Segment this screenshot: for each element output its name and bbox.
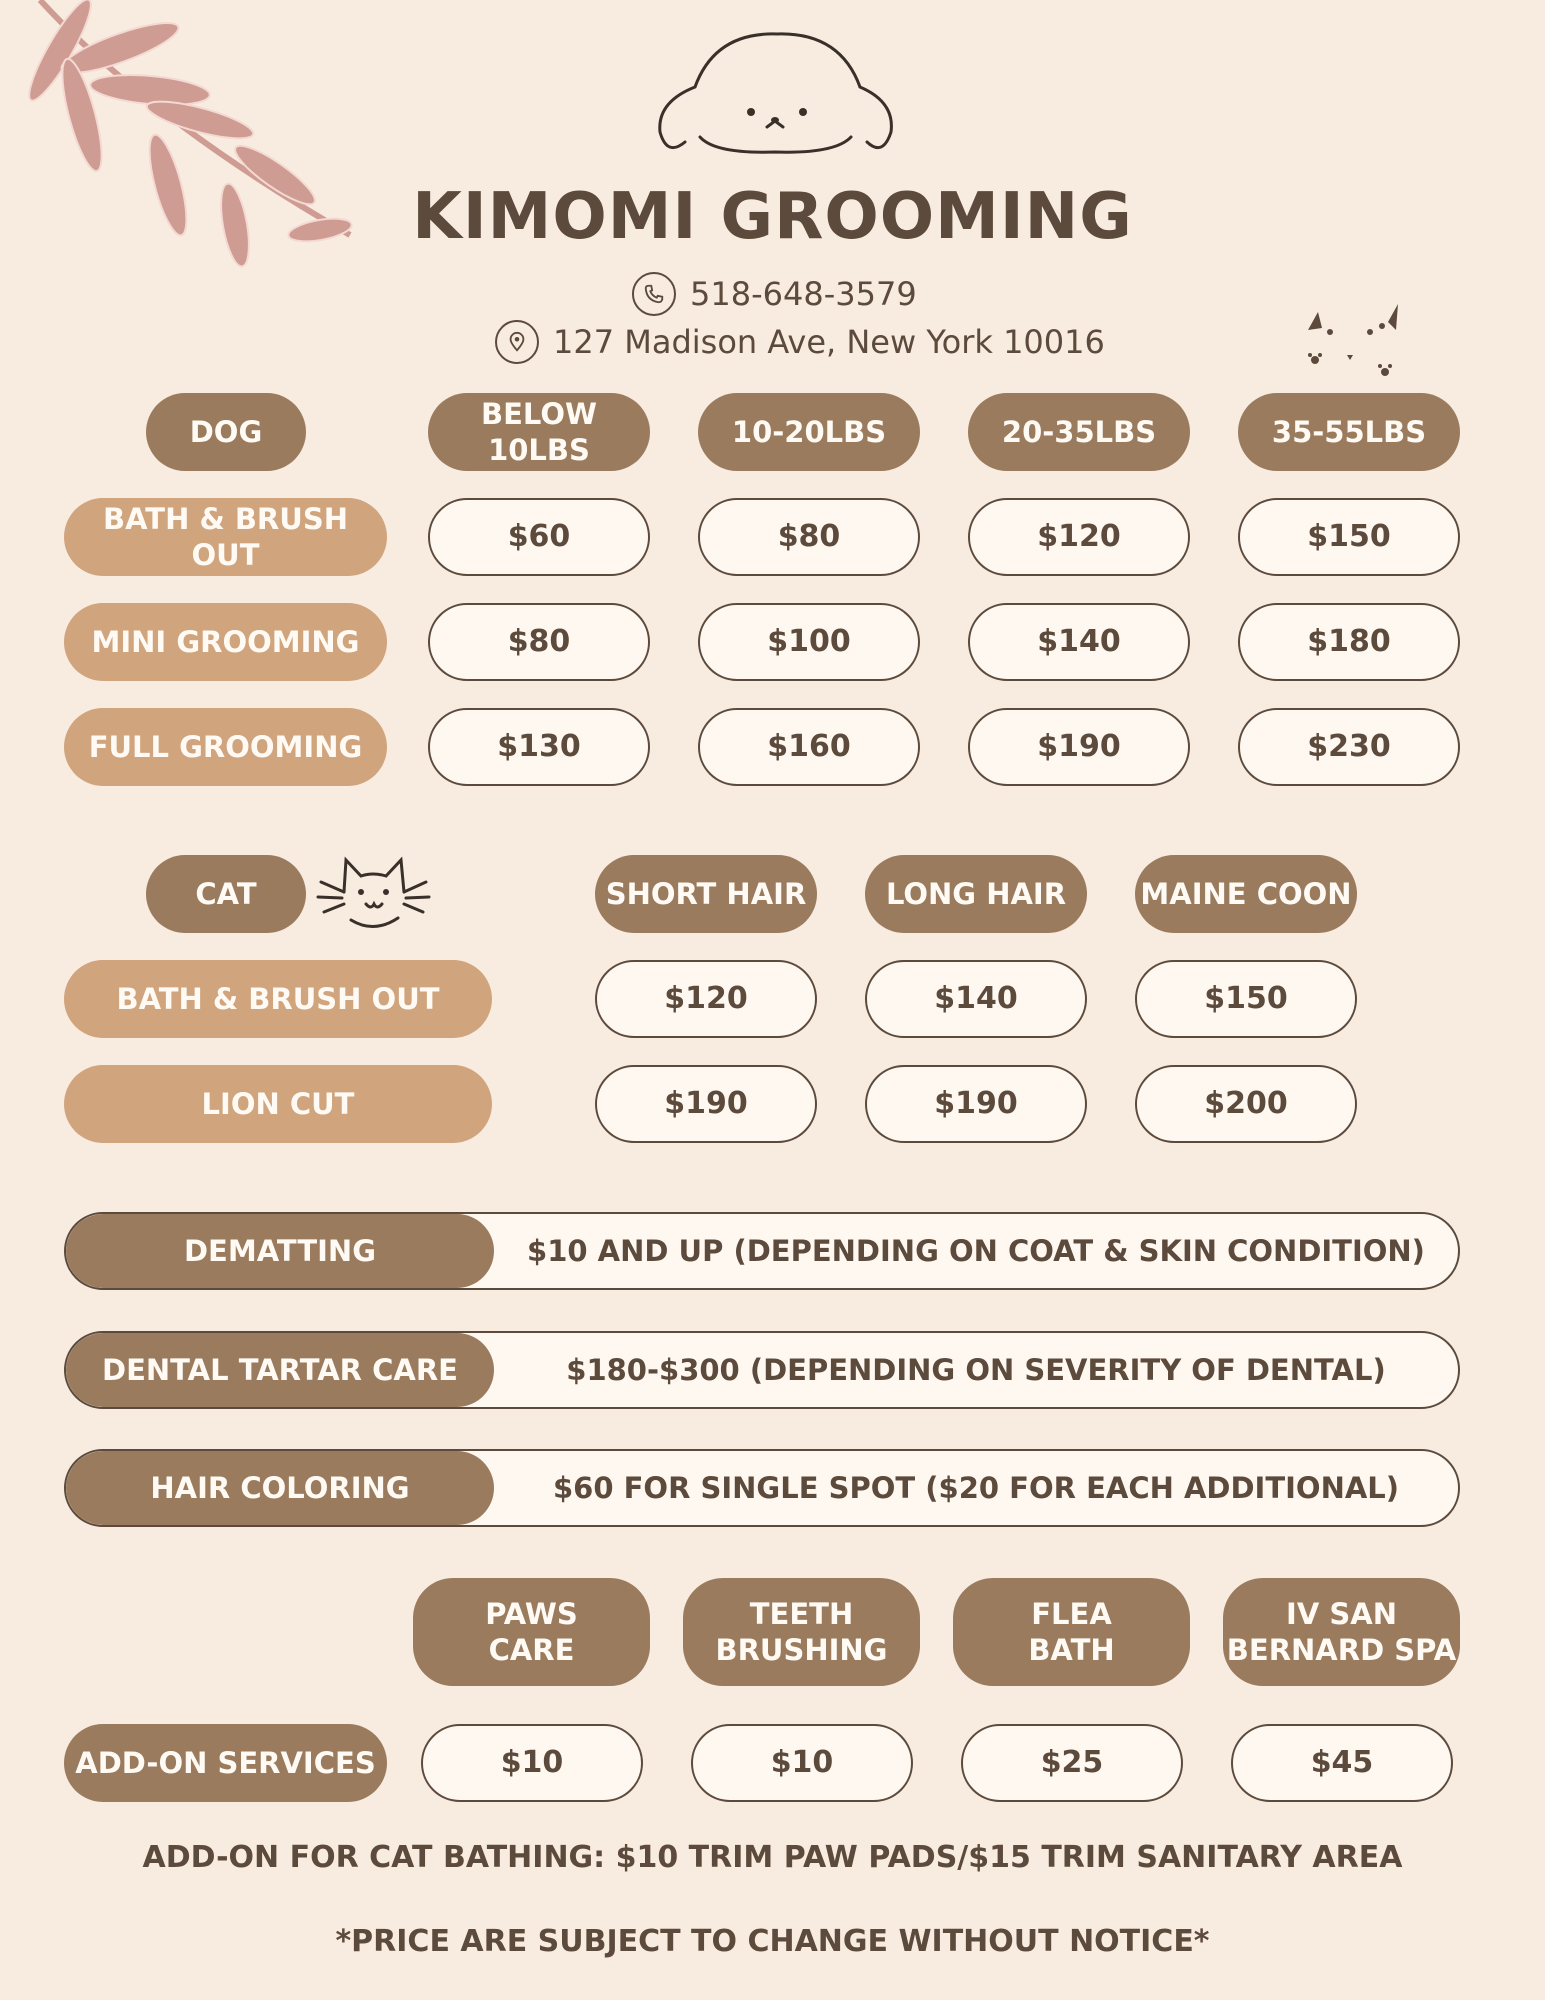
phone-number: 518-648-3579 — [690, 275, 917, 313]
dog-price-cell: $190 — [968, 708, 1190, 786]
phone-icon — [632, 272, 676, 316]
extra-service-price: $60 FOR SINGLE SPOT ($20 FOR EACH ADDITIONAL) — [552, 1471, 1400, 1505]
business-name: KIMOMI GROOMING — [412, 180, 1133, 254]
dog-section-label: DOG — [146, 393, 306, 471]
cat-service-lion-cut: LION CUT — [64, 1065, 492, 1143]
addon-col-line2: BATH — [1028, 1633, 1115, 1667]
dog-weight-col-4: 35-55LBS — [1238, 393, 1460, 471]
dog-price-cell: $100 — [698, 603, 920, 681]
addon-price-cell: $25 — [961, 1724, 1183, 1802]
cat-hair-col-1: SHORT HAIR — [595, 855, 817, 933]
addon-col-line1: TEETH — [749, 1596, 854, 1631]
addon-col-line2: BRUSHING — [715, 1633, 888, 1667]
pet-faces-icon — [1300, 300, 1405, 385]
addon-price-cell: $10 — [691, 1724, 913, 1802]
extra-service-row-dental — [64, 1331, 1460, 1409]
dog-price-cell: $80 — [698, 498, 920, 576]
addon-col-paws-care — [413, 1578, 650, 1686]
dog-face-icon — [655, 32, 895, 157]
addon-price-cell: $45 — [1231, 1724, 1453, 1802]
location-pin-icon — [495, 320, 539, 364]
addon-col-line2: BERNARD SPA — [1226, 1633, 1457, 1667]
dog-price-cell: $120 — [968, 498, 1190, 576]
cat-hair-col-3: MAINE COON — [1135, 855, 1357, 933]
addon-services-label: ADD-ON SERVICES — [64, 1724, 387, 1802]
addon-col-line1: FLEA — [1031, 1596, 1112, 1631]
extra-service-label: HAIR COLORING — [66, 1451, 494, 1525]
phone-contact — [632, 272, 917, 316]
extra-service-label: DEMATTING — [66, 1214, 494, 1288]
cat-price-cell: $140 — [865, 960, 1087, 1038]
dog-price-cell: $80 — [428, 603, 650, 681]
addon-col-san-bernard-spa — [1223, 1578, 1460, 1686]
dog-price-cell: $150 — [1238, 498, 1460, 576]
dog-price-cell: $230 — [1238, 708, 1460, 786]
cat-price-cell: $190 — [595, 1065, 817, 1143]
dog-price-cell: $60 — [428, 498, 650, 576]
dog-price-cell: $180 — [1238, 603, 1460, 681]
dog-weight-col-1: BELOW 10LBS — [428, 393, 650, 471]
address: 127 Madison Ave, New York 10016 — [553, 323, 1105, 361]
cat-price-cell: $150 — [1135, 960, 1357, 1038]
cat-hair-col-2: LONG HAIR — [865, 855, 1087, 933]
dog-price-cell: $140 — [968, 603, 1190, 681]
addon-col-teeth-brushing — [683, 1578, 920, 1686]
extra-service-price: $180-$300 (DEPENDING ON SEVERITY OF DENTAL) — [566, 1353, 1386, 1387]
cat-service-bath-brush: BATH & BRUSH OUT — [64, 960, 492, 1038]
dog-price-cell: $160 — [698, 708, 920, 786]
dog-weight-col-3: 20-35LBS — [968, 393, 1190, 471]
extra-service-row-dematting — [64, 1212, 1460, 1290]
cat-addon-note: ADD-ON FOR CAT BATHING: $10 TRIM PAW PADS/$15 TRIM SANITARY AREA — [142, 1840, 1403, 1875]
extra-service-row-hair-coloring — [64, 1449, 1460, 1527]
addon-col-line2: CARE — [488, 1633, 575, 1667]
cat-price-cell: $120 — [595, 960, 817, 1038]
extra-service-label: DENTAL TARTAR CARE — [66, 1333, 494, 1407]
dog-service-full-grooming: FULL GROOMING — [64, 708, 387, 786]
extra-service-price: $10 AND UP (DEPENDING ON COAT & SKIN CONDITION) — [527, 1234, 1425, 1268]
addon-price-cell: $10 — [421, 1724, 643, 1802]
cat-face-icon — [316, 852, 431, 937]
addon-col-line1: IV SAN — [1286, 1596, 1397, 1631]
price-disclaimer: *PRICE ARE SUBJECT TO CHANGE WITHOUT NOTICE* — [335, 1924, 1210, 1959]
addon-col-line1: PAWS — [485, 1596, 578, 1631]
cat-price-cell: $200 — [1135, 1065, 1357, 1143]
address-contact — [495, 320, 1105, 364]
addon-col-flea-bath — [953, 1578, 1190, 1686]
dog-price-cell: $130 — [428, 708, 650, 786]
cat-price-cell: $190 — [865, 1065, 1087, 1143]
dog-weight-col-2: 10-20LBS — [698, 393, 920, 471]
dog-service-bath-brush: BATH & BRUSH OUT — [64, 498, 387, 576]
cat-section-label: CAT — [146, 855, 306, 933]
dog-service-mini-grooming: MINI GROOMING — [64, 603, 387, 681]
